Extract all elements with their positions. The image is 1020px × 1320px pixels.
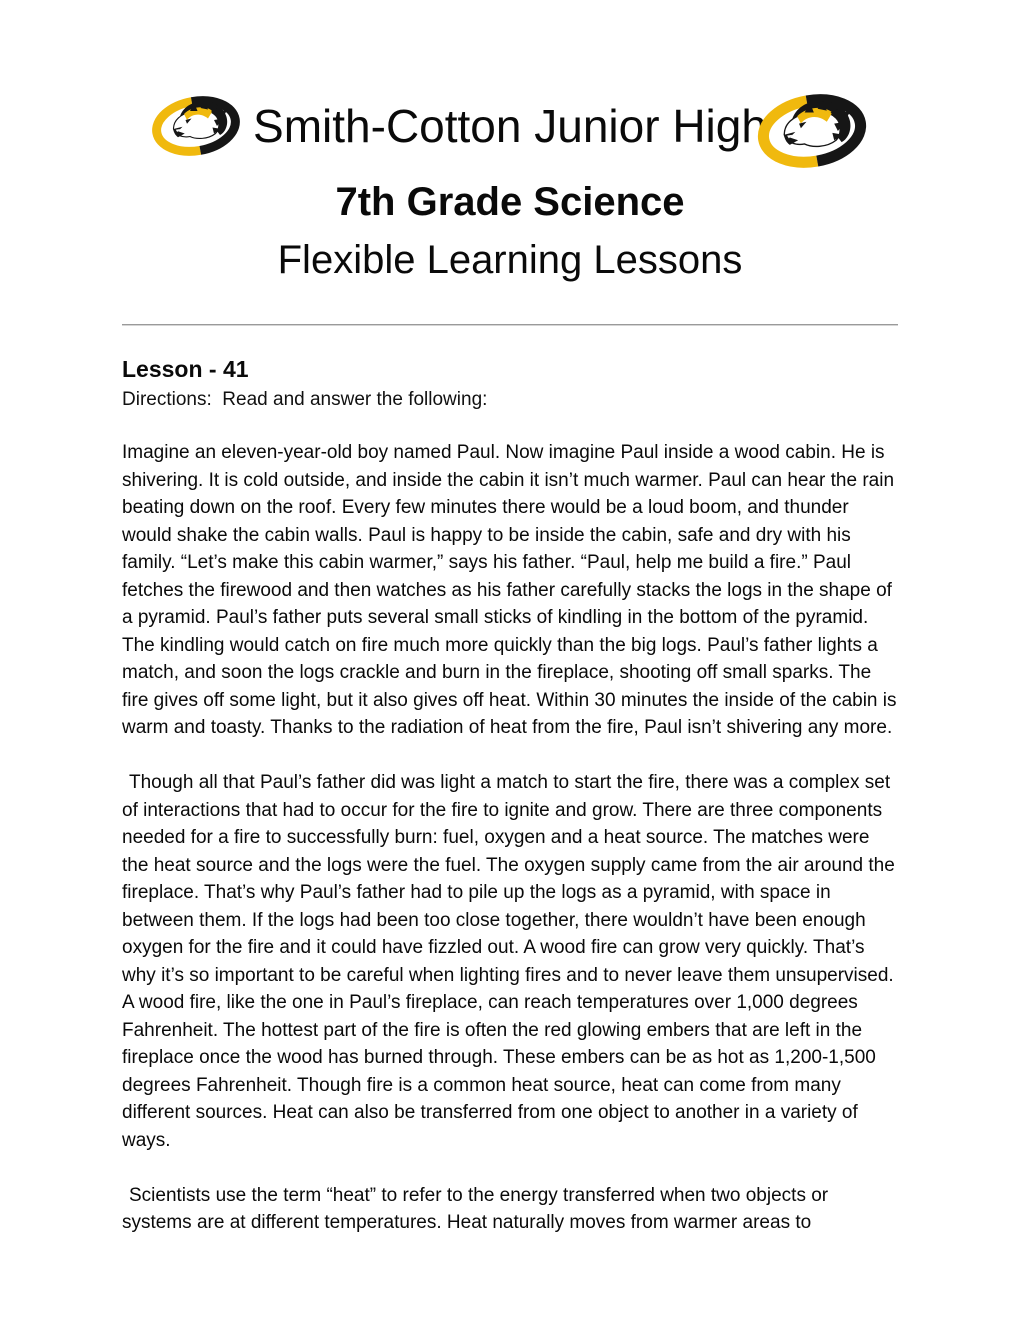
program-title: Flexible Learning Lessons bbox=[277, 238, 743, 282]
lesson-directions: Directions: Read and answer the following: bbox=[122, 388, 488, 410]
lesson-heading: Lesson - 41 bbox=[122, 356, 249, 382]
story-paragraph: Scientists use the term “heat” to refer to the energy transferred when two objects or systems are at different temperatures. Heat naturally moves from warmer areas to bbox=[122, 1184, 829, 1234]
document-page bbox=[0, 84, 1020, 1320]
tiger-mascot-logo-icon bbox=[149, 96, 243, 156]
school-name: Smith-Cotton Junior High bbox=[253, 100, 767, 152]
horizontal-divider bbox=[122, 324, 898, 326]
story-paragraph: Imagine an eleven-year-old boy named Paul. Now imagine Paul inside a wood cabin. He is shivering. It is cold outside, and inside the cabin it isn’t much warmer. Paul can hear the rain beating down on the roof. Every few minutes there would be a loud boom, and thunder would shake the cabin walls. Paul is happy to be inside the cabin, safe and dry with his family. “Let’s make this cabin warmer,” says his father. “Paul, help me build a fire.” Paul fetches the firewood and then watches as his father carefully stacks the logs in the shape of a pyramid. Paul’s father puts several small sticks of kindling in the bottom of the pyramid. The kindling would catch on fire much more quickly than the big logs. Paul’s father lights a match, and soon the logs crackle and burn in the fireplace, shooting off small sparks. The fire gives off some light, but it also gives off heat. Within 30 minutes the inside of the cabin is warm and toasty. Thanks to the radiation of heat from the fire, Paul isn’t shivering any more. bbox=[122, 442, 897, 739]
story-paragraph: Though all that Paul’s father did was light a match to start the fire, there was a complex set of interactions that had to occur for the fire to ignite and grow. There are three components needed for a fire to successfully burn: fuel, oxygen and a heat source. The matches were the heat source and the logs were the fuel. The oxygen supply came from the air around the fireplace. That’s why Paul’s father had to pile up the logs as a pyramid, with space in between them. If the logs had been too close together, there wouldn’t have been enough oxygen for the fire and it could have fizzled out. A wood fire can grow very quickly. That’s why it’s so important to be careful when lighting fires and to never leave them unsupervised. A wood fire, like the one in Paul’s fireplace, can reach temperatures over 1,000 degrees Fahrenheit. The hottest part of the fire is often the red glowing embers that are left in the fireplace once the wood has burned through. These embers can be as hot as 1,200-1,500 degrees Fahrenheit. Though fire is a common heat source, heat can come from many different sources. Heat can also be transferred from one object to another in a variety of ways. bbox=[122, 772, 895, 1151]
lesson-body bbox=[122, 439, 898, 1237]
course-title: 7th Grade Science bbox=[335, 180, 685, 224]
document-header bbox=[122, 84, 898, 168]
tiger-mascot-logo-icon bbox=[753, 94, 871, 168]
